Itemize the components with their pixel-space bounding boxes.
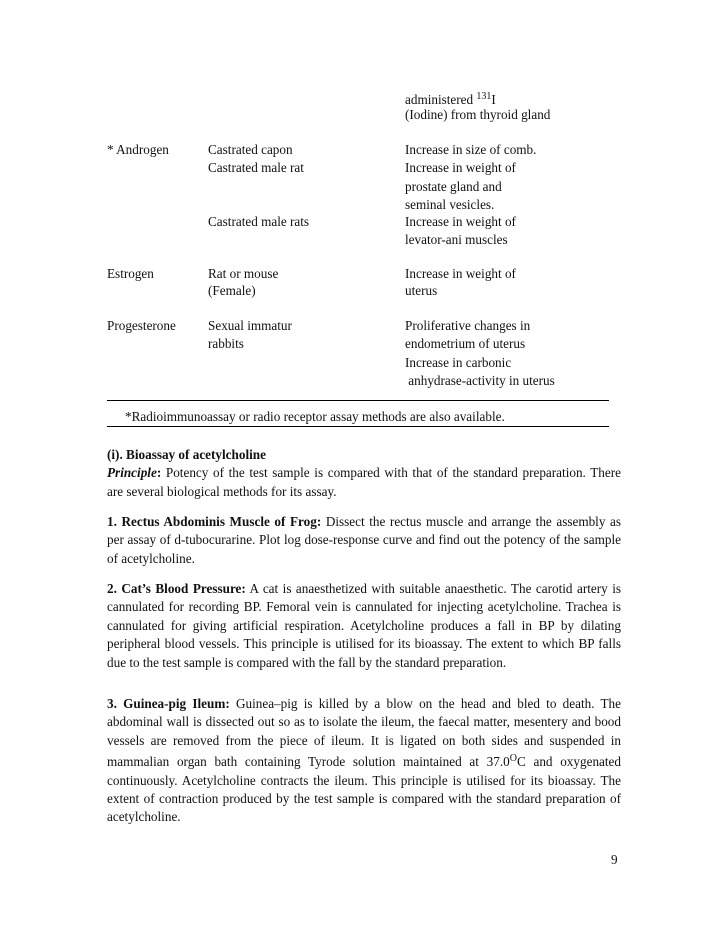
table-cell-response: Increase in carbonic [405,355,512,370]
method-title: 3. Guinea-pig Ileum: [107,696,230,711]
method-text: C and oxygenated continuously. Acetylcholine contracts the ileum. This principle is utilised for its bioassay. The extent of contraction produced by the test sample is compared with the standard preparation of acetylcholine. [107,754,621,825]
table-cell-animal: (Female) [208,283,256,298]
method-text: Dissect the rectus muscle and arrange the assembly as per assay of d-tubocurarine. Plot log dose-response curve and find out the potency of the sample of acetylcholine. [107,514,621,566]
table-cell-animal: Castrated male rat [208,160,304,175]
table-cell-response: Increase in weight of [405,160,516,175]
table-cell-response: endometrium of uterus [405,336,526,351]
table-cell-response: Increase in weight of [405,214,516,229]
method-paragraph [107,513,621,568]
table-cell-animal: Castrated male rats [208,214,310,229]
table-cell-animal: Castrated capon [208,142,293,157]
method-text: Guinea–pig is killed by a blow on the head and bled to death. The abdominal wall is dissected out so as to isolate the ileum, the faecal matter, mesentery and bood vessels are removed from the piece of ileum. It is ligated on both sides and suspended in mammalian organ bath containing Tyrode solution maintained at 37.0 [107,696,621,770]
table-cell-response: anhydrase-activity in uterus [405,373,555,388]
table-rule-top [107,400,609,401]
table-cell-response: prostate gland and [405,179,502,194]
table-footnote: *Radioimmunoassay or radio receptor assay methods are also available. [125,409,505,424]
table-cell-response-continued: administered $^{131}$I [405,91,496,107]
table-cell-response: Increase in weight of [405,266,516,281]
table-cell-hormone: Estrogen [107,266,154,281]
table-cell-hormone: * Androgen [107,142,169,157]
page-number: 9 [611,852,618,867]
method-paragraph [107,695,621,827]
section-intro: (i). Bioassay of acetylcholine Principle: Potency of the test sample is compared with that of the standard preparation. There are several biological methods for its assay. [107,447,621,499]
table-cell-response-continued: (Iodine) from thyroid gland [405,107,551,122]
section-heading: (i). Bioassay of acetylcholine [107,447,266,462]
method-paragraph [107,580,621,672]
table-cell-response: Proliferative changes in [405,318,531,333]
table-cell-hormone: Progesterone [107,318,176,333]
table-cell-animal: Rat or mouse [208,266,279,281]
table-rule-bottom [107,426,609,427]
degree-mark: O [509,753,517,765]
principle-label: Principle [107,465,157,481]
table-cell-response: Increase in size of comb. [405,142,537,157]
table-cell-response: levator-ani muscles [405,232,508,247]
method-title: 1. Rectus Abdominis Muscle of Frog: [107,514,322,529]
table-cell-animal: Sexual immatur [208,318,292,333]
method-text: A cat is anaesthetized with suitable anaesthetic. The carotid artery is cannulated for recording BP. Femoral vein is cannulated for injecting acetylcholine. Trachea is cannulated for giving artificial respiration. Acetylcholine produces a fall in BP by dilating peripheral blood vessels. This principle is utilised for its bioassay. The extent to which BP falls due to the test sample is compared with the fall by the standard preparation. [107,581,621,670]
section-acetylcholine [107,446,621,501]
table-cell-response: seminal vesicles. [405,197,495,212]
table-cell-animal: rabbits [208,336,244,351]
principle-text: Potency of the test sample is compared with that of the standard preparation. There are several biological methods for its assay. [107,465,621,499]
method-title: 2. Cat’s Blood Pressure: [107,581,246,596]
table-cell-response: uterus [405,283,438,298]
